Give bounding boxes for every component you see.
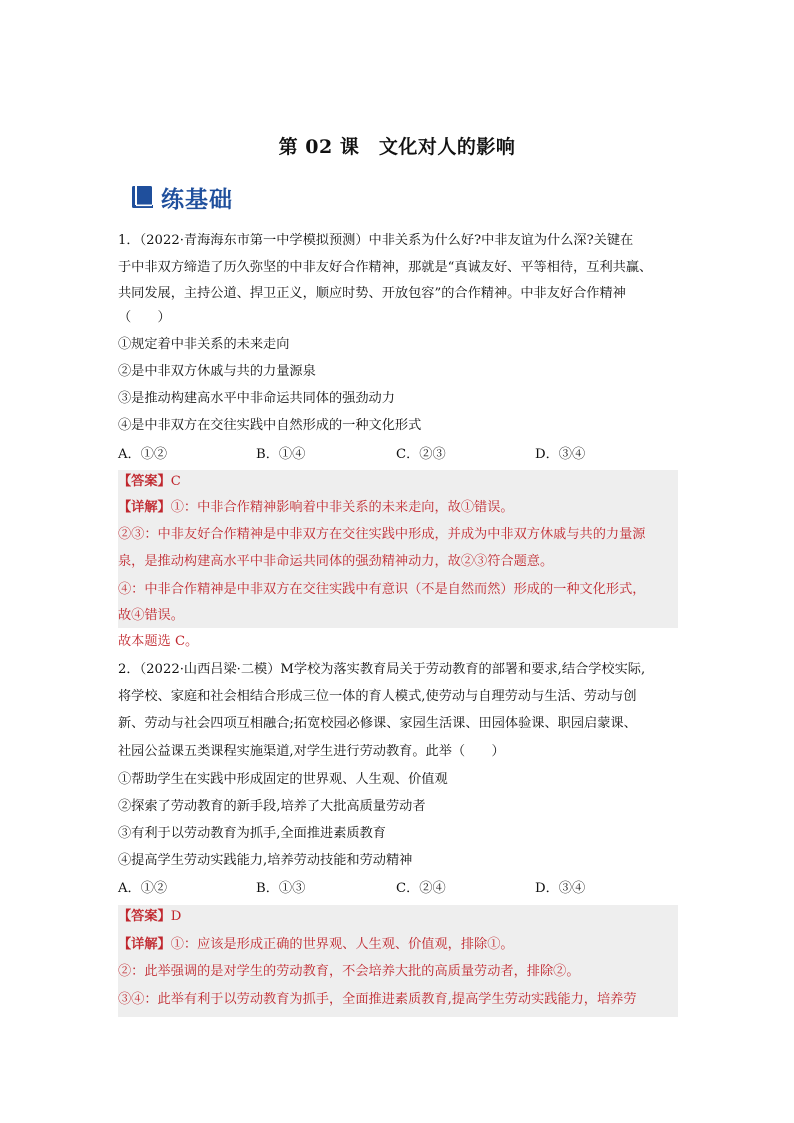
- explain-label: 【详解】: [118, 937, 171, 952]
- q1-stem-line: 共同发展，主持公道、捍卫正义，顺应时势、开放包容”的合作精神。中非友好合作精神: [118, 286, 626, 301]
- q1-explain-line: [118, 498, 678, 518]
- explain-text: ①：中非合作精神影响着中非关系的未来走向，故①错误。: [170, 500, 514, 515]
- q1-option-a: A．①②: [118, 447, 168, 462]
- q1-stem-line: （ ）: [118, 310, 171, 325]
- q1-option-b: B．①④: [256, 447, 306, 462]
- q2-statement: ④提高学生劳动实践能力,培养劳动技能和劳动精神: [118, 853, 413, 868]
- q2-answer: [118, 907, 678, 927]
- q2-stem-line: 2．（2022·山西吕梁·二模）M学校为落实教育局关于劳动教育的部署和要求,结合学校实际,: [118, 662, 646, 677]
- q1-statement: ③是推动构建高水平中非命运共同体的强劲动力: [118, 391, 395, 406]
- q1-option-d: D．③④: [535, 447, 586, 462]
- q1-answer-block: [118, 470, 678, 628]
- q1-explain-line: ②③：中非友好合作精神是中非双方在交往实践中形成，并成为中非双方休戚与共的力量源: [118, 527, 646, 542]
- q2-statement: ②探索了劳动教育的新手段,培养了大批高质量劳动者: [118, 799, 426, 814]
- q1-statement: ②是中非双方休戚与共的力量源泉: [118, 364, 316, 379]
- section-label: 练基础: [161, 186, 233, 213]
- q1-explain-line: ④：中非合作精神是中非双方在交往实践中有意识（不是自然而然）形成的一种文化形式，: [118, 582, 646, 597]
- q2-statement: ①帮助学生在实践中形成固定的世界观、人生观、价值观: [118, 772, 448, 787]
- q1-stem-line: 于中非双方缔造了历久弥坚的中非友好合作精神，那就是“真诚友好、平等相待，互利共赢、: [118, 260, 653, 275]
- q2-option-c: C．②④: [396, 881, 446, 896]
- q2-stem-line: 新、劳动与社会四项互相融合;拓宽校园必修课、家园生活课、田园体验课、职园启蒙课、: [118, 716, 637, 731]
- explain-label: 【详解】: [118, 500, 171, 515]
- q2-explain-line: [118, 935, 678, 955]
- q2-option-a: A．①②: [118, 881, 168, 896]
- answer-value: D: [170, 909, 182, 924]
- q1-explain-line: 泉，是推动构建高水平中非命运共同体的强劲精神动力，故②③符合题意。: [118, 554, 554, 569]
- page-title: 第 02 课 文化对人的影响: [278, 136, 516, 158]
- q2-option-d: D．③④: [535, 881, 586, 896]
- q2-stem-line: 将学校、家庭和社会相结合形成三位一体的育人模式,使劳动与自理劳动与生活、劳动与创: [118, 689, 637, 704]
- q1-statement: ①规定着中非关系的未来走向: [118, 337, 290, 352]
- q1-statement: ④是中非双方在交往实践中自然形成的一种文化形式: [118, 418, 422, 433]
- book-icon: [131, 184, 155, 210]
- q2-stem-line: 社园公益课五类课程实施渠道,对学生进行劳动教育。此举（ ）: [118, 744, 505, 759]
- q1-explain-conclusion: 故本题选 C。: [118, 634, 199, 649]
- q2-explain-line: ③④：此举有利于以劳动教育为抓手，全面推进素质教育,提高学生劳动实践能力，培养劳: [118, 992, 637, 1007]
- q1-stem-line: 1．（2022·青海海东市第一中学模拟预测）中非关系为什么好?中非友谊为什么深?关键在: [118, 233, 634, 248]
- explain-text: ①：应该是形成正确的世界观、人生观、价值观，排除①。: [170, 937, 514, 952]
- answer-label: 【答案】: [118, 909, 171, 924]
- q2-explain-line: ②：此举强调的是对学生的劳动教育，不会培养大批的高质量劳动者，排除②。: [118, 964, 580, 979]
- q2-option-b: B．①③: [256, 881, 306, 896]
- answer-label: 【答案】: [118, 474, 171, 489]
- q1-explain-line: 故④错误。: [118, 608, 184, 623]
- q2-statement: ③有利于以劳动教育为抓手,全面推进素质教育: [118, 826, 386, 841]
- section-header: [131, 180, 233, 214]
- q1-option-c: C．②③: [396, 447, 446, 462]
- q1-answer: [118, 472, 678, 492]
- answer-value: C: [170, 474, 181, 489]
